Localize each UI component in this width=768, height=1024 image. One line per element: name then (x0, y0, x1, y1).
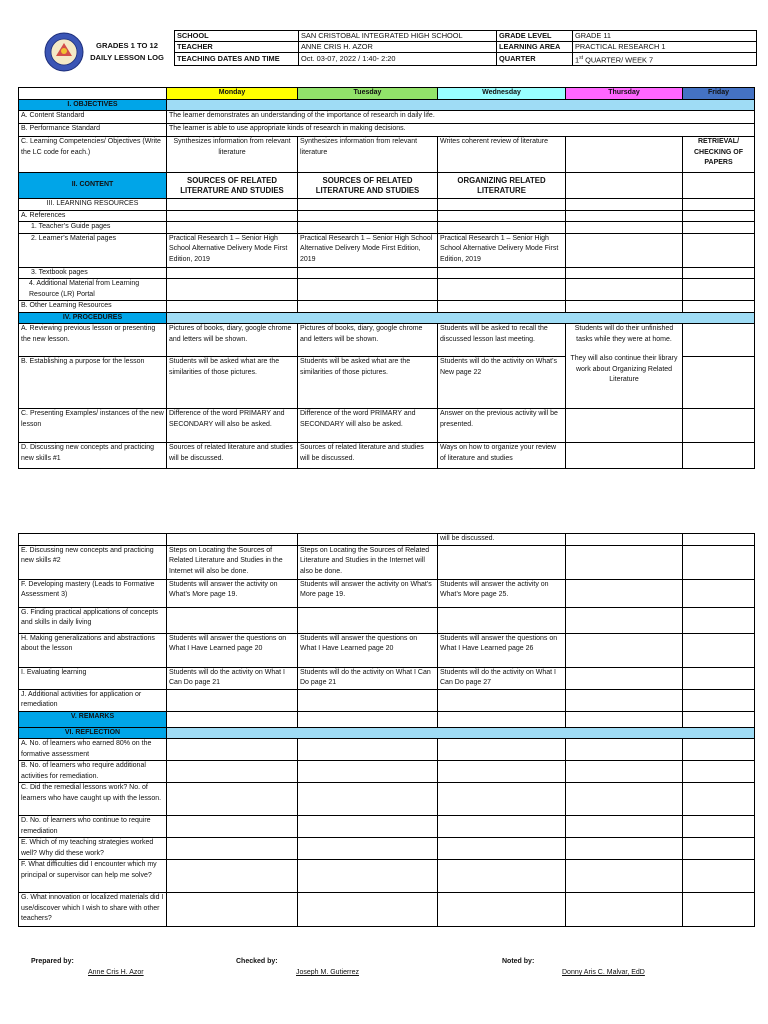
remarks-heading: V. REMARKS (19, 711, 167, 727)
content-heading: II. CONTENT (19, 173, 167, 199)
learning-area-label: LEARNING AREA (497, 42, 573, 53)
reflection-c: C. Did the remedial lessons work? No. of learners who have caught up with the lesson. (19, 783, 167, 816)
lr-portal-label: 4. Additional Material from Learning Resource (LR) Portal (19, 279, 167, 301)
proc-a-tuesday: Pictures of books, diary, google chrome and letters will be shown. (298, 324, 438, 357)
proc-f-label: F. Developing mastery (Leads to Formative Assessment 3) (19, 579, 167, 607)
proc-h-tuesday: Students will answer the questions on What I Have Learned page 20 (298, 633, 438, 667)
reflection-band (167, 727, 755, 739)
quarter-label: QUARTER (497, 53, 573, 66)
seal-icon (44, 32, 84, 72)
continued-blank (19, 534, 167, 546)
proc-b-wednesday: Students will do the activity on What’s New page 22 (438, 357, 566, 409)
content-friday (683, 173, 755, 199)
lm-monday: Practical Research 1 – Senior High School Alternative Delivery Mode First Edition, 2019 (167, 233, 298, 267)
reflection-d: D. No. of learners who continue to require remediation (19, 816, 167, 838)
proc-a-monday: Pictures of books, diary, google chrome and letters will be shown. (167, 324, 298, 357)
proc-h-label: H. Making generalizations and abstractions about the lesson (19, 633, 167, 667)
content-thursday (566, 173, 683, 199)
form-title-line1: GRADES 1 TO 12 (96, 41, 158, 50)
teacher-value: ANNE CRIS H. AZOR (299, 42, 497, 53)
competency-wednesday: Writes coherent review of literature (438, 137, 566, 173)
learning-resources-heading: III. LEARNING RESOURCES (19, 199, 167, 211)
deped-seal (44, 32, 84, 72)
quarter-text: QUARTER/ WEEK 7 (583, 55, 654, 65)
proc-b-tuesday: Students will be asked what are the similarities of those pictures. (298, 357, 438, 409)
performance-standard-label: B. Performance Standard (19, 124, 167, 137)
quarter-value (573, 53, 757, 66)
quarter-sup: st (579, 55, 584, 61)
competency-thursday (566, 137, 683, 173)
content-wednesday: ORGANIZING RELATED LITERATURE (438, 173, 566, 199)
proc-h-wednesday: Students will answer the questions on What I Have Learned page 26 (438, 633, 566, 667)
day-thursday: Thursday (566, 88, 683, 100)
day-friday: Friday (683, 88, 755, 100)
school-value: SAN CRISTOBAL INTEGRATED HIGH SCHOOL (299, 31, 497, 42)
competency-monday: Synthesizes information from relevant literature (167, 137, 298, 173)
day-monday: Monday (167, 88, 298, 100)
dates-label: TEACHING DATES AND TIME (175, 53, 299, 66)
objectives-heading: I. OBJECTIVES (19, 99, 167, 111)
proc-d-wednesday: Ways on how to organize your review of literature and studies (438, 443, 566, 469)
proc-f-tuesday: Students will answer the activity on What’s More page 19. (298, 579, 438, 607)
proc-e-label: E. Discussing new concepts and practicing new skills #2 (19, 545, 167, 579)
form-title-line2: DAILY LESSON LOG (90, 53, 164, 62)
lm-wednesday: Practical Research 1 – Senior High School Alternative Delivery Mode First Edition, 2019 (438, 233, 566, 267)
reflection-e: E. Which of my teaching strategies worked well? Why did these work? (19, 838, 167, 860)
competencies-label: C. Learning Competencies/ Objectives (Write the LC code for each.) (19, 137, 167, 173)
proc-f-monday: Students will answer the activity on What’s More page 19. (167, 579, 298, 607)
proc-c-tuesday: Difference of the word PRIMARY and SECONDARY will also be asked. (298, 409, 438, 443)
proc-thursday-tasks (566, 324, 683, 409)
proc-i-label: I. Evaluating learning (19, 667, 167, 689)
proc-c-label: C. Presenting Examples/ instances of the new lesson (19, 409, 167, 443)
blank-corner (19, 88, 167, 100)
textbook-label: 3. Textbook pages (19, 267, 167, 279)
header-info-table (174, 30, 757, 66)
other-resources-label: B. Other Learning Resources (19, 301, 167, 313)
proc-e-monday: Steps on Locating the Sources of Related Literature and Studies in the Internet will also be done. (167, 545, 298, 579)
noted-by-label: Noted by: (502, 958, 535, 965)
proc-c-wednesday: Answer on the previous activity will be presented. (438, 409, 566, 443)
day-wednesday: Wednesday (438, 88, 566, 100)
proc-h-monday: Students will answer the questions on What I Have Learned page 20 (167, 633, 298, 667)
learning-area-value: PRACTICAL RESEARCH 1 (573, 42, 757, 53)
prepared-by-label: Prepared by: (31, 958, 74, 965)
proc-d-monday: Sources of related literature and studies will be discussed. (167, 443, 298, 469)
proc-i-monday: Students will do the activity on What I Can Do page 21 (167, 667, 298, 689)
grade-level-value: GRADE 11 (573, 31, 757, 42)
reflection-f: F. What difficulties did I encounter which my principal or supervisor can help me solve? (19, 860, 167, 893)
day-tuesday: Tuesday (298, 88, 438, 100)
teacher-label: TEACHER (175, 42, 299, 53)
prepared-by-name: Anne Cris H. Azor (88, 969, 144, 976)
lm-tuesday: Practical Research 1 – Senior High School Alternative Delivery Mode First Edition, 2019 (298, 233, 438, 267)
proc-d-wednesday-cont: will be discussed. (438, 534, 566, 546)
form-title (84, 40, 170, 64)
content-standard-text: The learner demonstrates an understanding of the importance of research in daily life. (167, 111, 755, 124)
learners-material-label: 2. Learner’s Material pages (19, 233, 167, 267)
lesson-table-page1 (18, 87, 755, 469)
grade-level-label: GRADE LEVEL (497, 31, 573, 42)
dates-value: Oct. 03-07, 2022 / 1:40- 2:20 (299, 53, 497, 66)
competency-tuesday: Synthesizes information from relevant literature (298, 137, 438, 173)
proc-f-wednesday: Students will answer the activity on What’s More page 25. (438, 579, 566, 607)
procedures-heading: IV. PROCEDURES (19, 312, 167, 324)
proc-a-wednesday: Students will be asked to recall the discussed lesson last meeting. (438, 324, 566, 357)
objectives-band (167, 99, 755, 111)
quarter-num: 1 (575, 55, 580, 65)
content-tuesday: SOURCES OF RELATED LITERATURE AND STUDIES (298, 173, 438, 199)
reflection-b: B. No. of learners who require additional activities for remediation. (19, 761, 167, 783)
competency-friday: RETRIEVAL/ CHECKING OF PAPERS (683, 137, 755, 173)
procedures-band (167, 312, 755, 324)
proc-d-tuesday: Sources of related literature and studies will be discussed. (298, 443, 438, 469)
reflection-g: G. What innovation or localized materials did I use/discover which I wish to share with other teachers? (19, 893, 167, 927)
proc-c-monday: Difference of the word PRIMARY and SECONDARY will also be asked. (167, 409, 298, 443)
content-monday: SOURCES OF RELATED LITERATURE AND STUDIES (167, 173, 298, 199)
noted-by-name: Donny Aris C. Malvar, EdD (562, 969, 645, 976)
reflection-a: A. No. of learners who earned 80% on the formative assessment (19, 739, 167, 761)
school-label: SCHOOL (175, 31, 299, 42)
performance-standard-text: The learner is able to use appropriate kinds of research in making decisions. (167, 124, 755, 137)
checked-by-label: Checked by: (236, 958, 278, 965)
proc-b-label: B. Establishing a purpose for the lesson (19, 357, 167, 409)
reflection-heading: VI. REFLECTION (19, 727, 167, 739)
proc-a-label: A. Reviewing previous lesson or presenting the new lesson. (19, 324, 167, 357)
thursday-task-1: Students will do their unfinished tasks while they were at home. (574, 325, 674, 343)
content-standard-label: A. Content Standard (19, 111, 167, 124)
proc-g-label: G. Finding practical applications of concepts and skills in daily living (19, 607, 167, 633)
proc-i-wednesday: Students will do the activity on What I Can Do page 27 (438, 667, 566, 689)
proc-j-label: J. Additional activities for application or remediation (19, 689, 167, 711)
proc-e-tuesday: Steps on Locating the Sources of Related Literature and Studies in the Internet will also be done. (298, 545, 438, 579)
teachers-guide-label: 1. Teacher’s Guide pages (19, 222, 167, 234)
thursday-task-2: They will also continue their library work about Organizing Related Literature (570, 355, 678, 383)
proc-d-label: D. Discussing new concepts and practicing new skills #1 (19, 443, 167, 469)
proc-i-tuesday: Students will do the activity on What I Can Do page 21 (298, 667, 438, 689)
proc-b-monday: Students will be asked what are the similarities of those pictures. (167, 357, 298, 409)
lesson-table-page2 (18, 533, 755, 927)
checked-by-name: Joseph M. Gutierrez (296, 969, 360, 976)
references-label: A. References (19, 210, 167, 222)
